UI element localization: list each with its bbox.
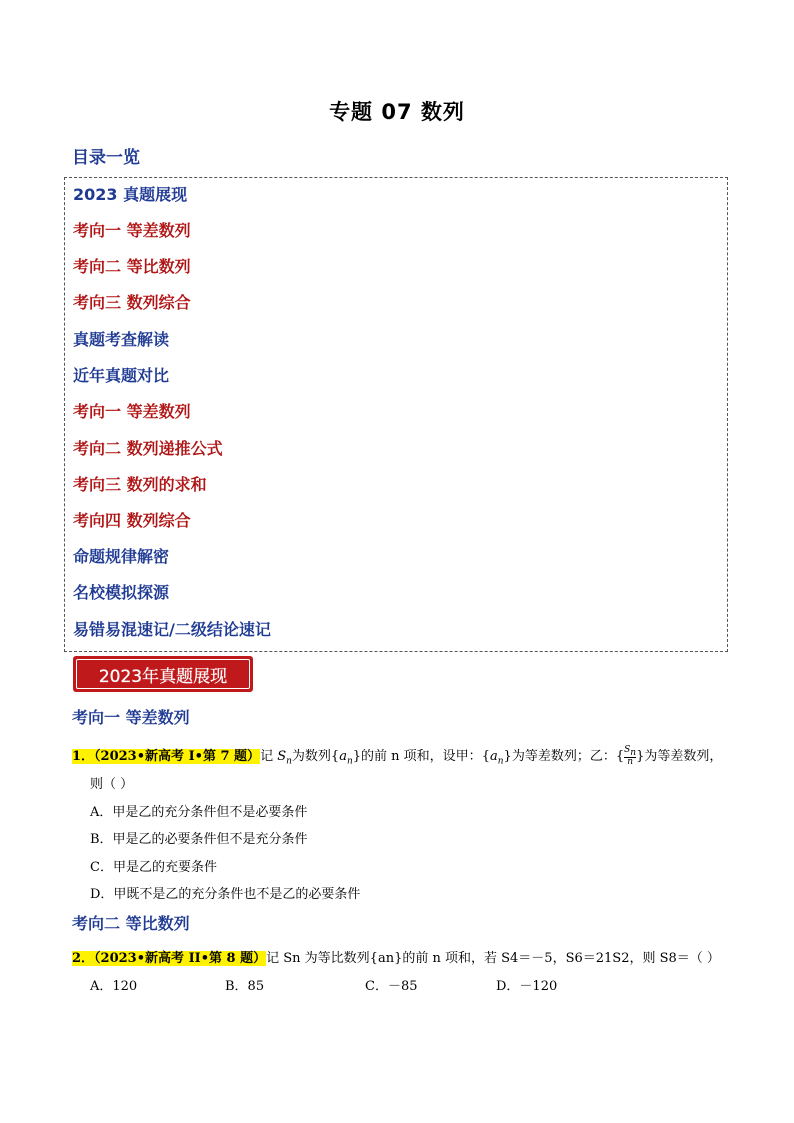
option-b[interactable]: B．甲是乙的必要条件但不是充分条件: [90, 832, 308, 847]
toc-item[interactable]: 考向二 数列递推公式: [73, 439, 223, 458]
toc-item[interactable]: 考向二 等比数列: [73, 257, 191, 276]
toc-item[interactable]: 考向四 数列综合: [73, 511, 191, 530]
toc-item[interactable]: 命题规律解密: [73, 547, 170, 566]
document-title: 专题 07 数列: [329, 100, 465, 124]
section-heading: 考向一 等差数列: [72, 708, 190, 727]
toc-item[interactable]: 2023 真题展现: [73, 185, 188, 204]
toc-item[interactable]: 考向一 等差数列: [73, 221, 191, 240]
question-number: 1．（2023•新高考 I•第 7 题）: [72, 749, 261, 764]
option-b[interactable]: B．85: [225, 979, 265, 994]
question-2-stem: 2．（2023•新高考 II•第 8 题）记 Sn 为等比数列{an}的前 n 项和，若 S4＝－5，S6＝21S2，则 S8＝（ ）: [72, 951, 720, 966]
toc-item[interactable]: 易错易混速记/二级结论速记: [73, 620, 271, 639]
question-1-line2: 则（ ）: [90, 777, 134, 792]
toc-heading: 目录一览: [72, 148, 140, 168]
option-a[interactable]: A．120: [90, 979, 138, 994]
toc-item[interactable]: 考向三 数列综合: [73, 293, 191, 312]
toc-item[interactable]: 考向一 等差数列: [73, 402, 191, 421]
option-a[interactable]: A．甲是乙的充分条件但不是必要条件: [90, 805, 308, 820]
fraction: $\frac{S_n}{n}$: [624, 744, 637, 768]
question-number: 2．（2023•新高考 II•第 8 题）: [72, 951, 267, 966]
option-c[interactable]: C．甲是乙的充要条件: [90, 860, 217, 875]
toc-item[interactable]: 考向三 数列的求和: [73, 475, 207, 494]
banner-text: 2023年真题展现: [98, 666, 228, 687]
toc-item[interactable]: 近年真题对比: [73, 366, 170, 385]
table-of-contents: [64, 177, 728, 652]
toc-item[interactable]: 名校模拟探源: [73, 583, 170, 602]
section-heading: 考向二 等比数列: [72, 914, 190, 933]
option-c[interactable]: C．－85: [365, 979, 418, 994]
option-d[interactable]: D．－120: [496, 979, 558, 994]
option-d[interactable]: D．甲既不是乙的充分条件也不是乙的必要条件: [90, 887, 361, 902]
section-banner: [73, 656, 253, 692]
question-1-stem: 1．（2023•新高考 I•第 7 题）记 $S_n$为数列$\{a_n\}$的前 n 项和，设甲：$\{a_n\}$为等差数列；乙：{ $\frac{S_n}{n}$ }为等差数列，: [72, 744, 723, 768]
toc-item[interactable]: 真题考查解读: [73, 330, 170, 349]
